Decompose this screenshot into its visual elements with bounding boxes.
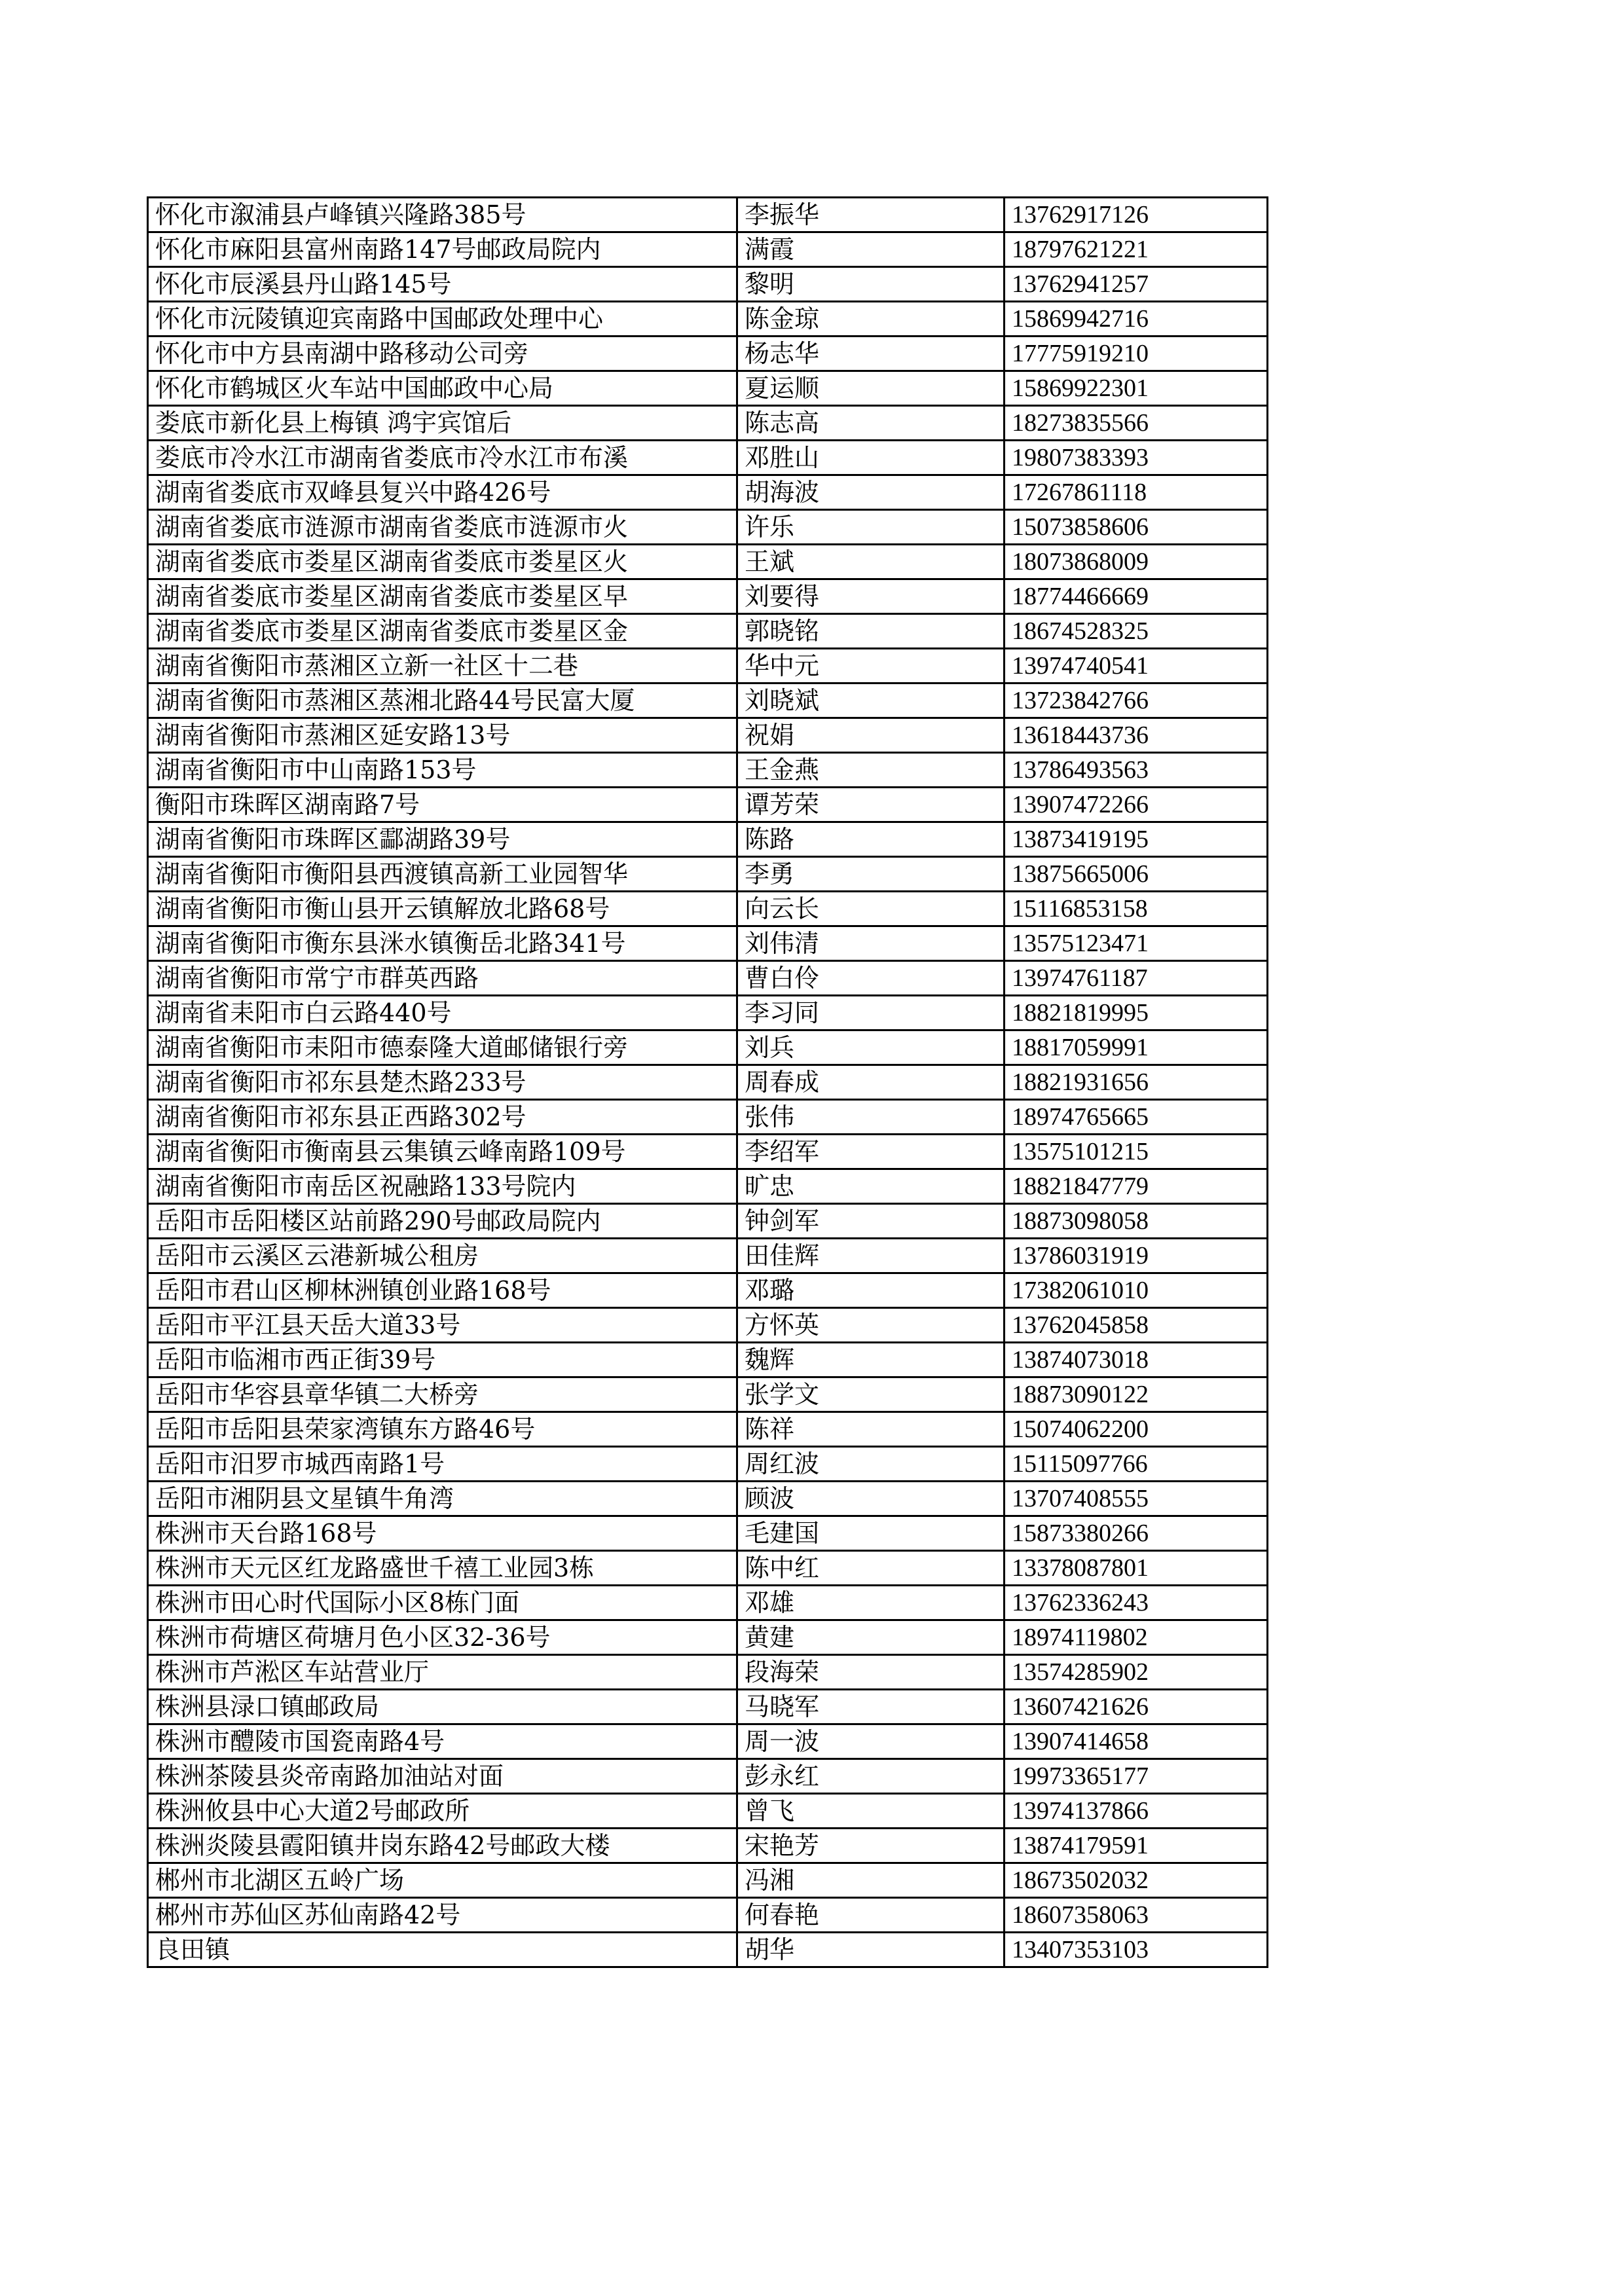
address-cell[interactable]: 湖南省娄底市涟源市湖南省娄底市涟源市火 [148,510,737,545]
phone-cell[interactable]: 18797621221 [1005,232,1268,267]
address-cell[interactable]: 怀化市辰溪县丹山路145号 [148,267,737,302]
address-cell[interactable]: 湖南省娄底市娄星区湖南省娄底市娄星区火 [148,545,737,579]
name-cell[interactable]: 曾飞 [737,1794,1005,1829]
address-cell[interactable]: 湖南省衡阳市蒸湘区立新一社区十二巷 [148,649,737,683]
phone-cell[interactable]: 18607358063 [1005,1898,1268,1933]
address-cell[interactable]: 株洲市天台路168号 [148,1516,737,1551]
phone-cell[interactable]: 18873090122 [1005,1377,1268,1412]
address-cell[interactable]: 怀化市麻阳县富州南路147号邮政局院内 [148,232,737,267]
table-row [148,1447,1268,1482]
phone-cell[interactable]: 18821819995 [1005,996,1268,1030]
address-cell[interactable]: 湖南省衡阳市蒸湘区蒸湘北路44号民富大厦 [148,683,737,718]
phone-cell[interactable]: 15116853158 [1005,892,1268,926]
phone-cell[interactable]: 13974740541 [1005,649,1268,683]
name-cell[interactable]: 方怀英 [737,1308,1005,1343]
name-cell[interactable]: 马晓军 [737,1690,1005,1724]
table-row [148,649,1268,683]
table-row [148,683,1268,718]
name-cell[interactable]: 彭永红 [737,1759,1005,1794]
address-cell[interactable]: 岳阳市云溪区云港新城公租房 [148,1239,737,1273]
name-cell[interactable]: 刘兵 [737,1030,1005,1065]
address-cell[interactable]: 怀化市中方县南湖中路移动公司旁 [148,337,737,371]
phone-cell[interactable]: 13575123471 [1005,926,1268,961]
table-row [148,1377,1268,1412]
address-cell[interactable]: 湖南省娄底市双峰县复兴中路426号 [148,475,737,510]
phone-cell[interactable]: 15869942716 [1005,302,1268,337]
name-cell[interactable]: 谭芳荣 [737,788,1005,822]
name-cell[interactable]: 顾波 [737,1482,1005,1516]
table-row [148,926,1268,961]
phone-cell[interactable]: 13723842766 [1005,683,1268,718]
address-cell[interactable]: 郴州市北湖区五岭广场 [148,1863,737,1898]
address-cell[interactable]: 怀化市溆浦县卢峰镇兴隆路385号 [148,198,737,232]
name-cell[interactable]: 毛建国 [737,1516,1005,1551]
address-cell[interactable]: 娄底市冷水江市湖南省娄底市冷水江市布溪 [148,441,737,475]
table-row [148,337,1268,371]
phone-cell[interactable]: 13907472266 [1005,788,1268,822]
table-row [148,1204,1268,1239]
table-row [148,510,1268,545]
table-row [148,1135,1268,1169]
name-cell[interactable]: 王斌 [737,545,1005,579]
name-cell[interactable]: 周一波 [737,1724,1005,1759]
address-cell[interactable]: 湖南省衡阳市中山南路153号 [148,753,737,788]
phone-cell[interactable]: 13974137866 [1005,1794,1268,1829]
phone-cell[interactable]: 17775919210 [1005,337,1268,371]
name-cell[interactable]: 黄建 [737,1620,1005,1655]
address-cell[interactable]: 株洲市田心时代国际小区8栋门面 [148,1586,737,1620]
phone-cell[interactable]: 15869922301 [1005,371,1268,406]
phone-cell[interactable]: 13574285902 [1005,1655,1268,1690]
table-row [148,1030,1268,1065]
table-row [148,1898,1268,1933]
address-cell[interactable]: 湖南省衡阳市祁东县正西路302号 [148,1100,737,1135]
name-cell[interactable]: 李习同 [737,996,1005,1030]
table-row [148,475,1268,510]
table-row [148,1065,1268,1100]
address-cell[interactable]: 湖南省耒阳市白云路440号 [148,996,737,1030]
table-row [148,267,1268,302]
address-cell[interactable]: 岳阳市汨罗市城西南路1号 [148,1447,737,1482]
table-row [148,718,1268,753]
phone-cell[interactable]: 17382061010 [1005,1273,1268,1308]
address-cell[interactable]: 良田镇 [148,1933,737,1967]
name-cell[interactable]: 冯湘 [737,1863,1005,1898]
phone-cell[interactable]: 15073858606 [1005,510,1268,545]
phone-cell[interactable]: 18073868009 [1005,545,1268,579]
name-cell[interactable]: 满霞 [737,232,1005,267]
address-cell[interactable]: 湖南省衡阳市衡山县开云镇解放北路68号 [148,892,737,926]
table-row [148,1239,1268,1273]
phone-cell[interactable]: 18974119802 [1005,1620,1268,1655]
name-cell[interactable]: 胡海波 [737,475,1005,510]
name-cell[interactable]: 邓胜山 [737,441,1005,475]
contact-table [147,196,1268,1968]
address-cell[interactable]: 株洲市芦淞区车站营业厅 [148,1655,737,1690]
phone-cell[interactable]: 15074062200 [1005,1412,1268,1447]
phone-cell[interactable]: 13875665006 [1005,857,1268,892]
table-row [148,892,1268,926]
phone-cell[interactable]: 13907414658 [1005,1724,1268,1759]
table-row [148,1586,1268,1620]
table-row [148,753,1268,788]
address-cell[interactable]: 衡阳市珠晖区湖南路7号 [148,788,737,822]
table-row [148,1482,1268,1516]
table-row [148,1308,1268,1343]
phone-cell[interactable]: 15873380266 [1005,1516,1268,1551]
address-cell[interactable]: 岳阳市岳阳县荣家湾镇东方路46号 [148,1412,737,1447]
name-cell[interactable]: 周春成 [737,1065,1005,1100]
table-row [148,406,1268,441]
phone-cell[interactable]: 13873419195 [1005,822,1268,857]
phone-cell[interactable]: 18673502032 [1005,1863,1268,1898]
name-cell[interactable]: 何春艳 [737,1898,1005,1933]
table-row [148,614,1268,649]
phone-cell[interactable]: 13575101215 [1005,1135,1268,1169]
address-cell[interactable]: 湖南省娄底市娄星区湖南省娄底市娄星区金 [148,614,737,649]
table-row [148,1794,1268,1829]
name-cell[interactable]: 向云长 [737,892,1005,926]
phone-cell[interactable]: 19807383393 [1005,441,1268,475]
address-cell[interactable]: 湖南省衡阳市衡阳县西渡镇高新工业园智华 [148,857,737,892]
name-cell[interactable]: 夏运顺 [737,371,1005,406]
table-row [148,822,1268,857]
phone-cell[interactable]: 15115097766 [1005,1447,1268,1482]
name-cell[interactable]: 田佳辉 [737,1239,1005,1273]
address-cell[interactable]: 岳阳市君山区柳林洲镇创业路168号 [148,1273,737,1308]
address-cell[interactable]: 湖南省衡阳市衡南县云集镇云峰南路109号 [148,1135,737,1169]
table-row [148,198,1268,232]
address-cell[interactable]: 湖南省衡阳市耒阳市德泰隆大道邮储银行旁 [148,1030,737,1065]
address-cell[interactable]: 株洲市荷塘区荷塘月色小区32-36号 [148,1620,737,1655]
phone-cell[interactable]: 13407353103 [1005,1933,1268,1967]
phone-cell[interactable]: 13874073018 [1005,1343,1268,1377]
address-cell[interactable]: 株洲市天元区红龙路盛世千禧工业园3栋 [148,1551,737,1586]
table-row [148,1690,1268,1724]
address-cell[interactable]: 湖南省衡阳市祁东县楚杰路233号 [148,1065,737,1100]
table-row [148,1412,1268,1447]
table-row [148,441,1268,475]
name-cell[interactable]: 钟剑军 [737,1204,1005,1239]
name-cell[interactable]: 邓璐 [737,1273,1005,1308]
table-row [148,1829,1268,1863]
name-cell[interactable]: 段海荣 [737,1655,1005,1690]
table-body [148,198,1268,1967]
phone-cell[interactable]: 18821847779 [1005,1169,1268,1204]
name-cell[interactable]: 魏辉 [737,1343,1005,1377]
table-row [148,302,1268,337]
phone-cell[interactable]: 18674528325 [1005,614,1268,649]
address-cell[interactable]: 湖南省衡阳市蒸湘区延安路13号 [148,718,737,753]
name-cell[interactable]: 宋艳芳 [737,1829,1005,1863]
name-cell[interactable]: 刘晓斌 [737,683,1005,718]
table-row [148,579,1268,614]
phone-cell[interactable]: 13974761187 [1005,961,1268,996]
table-row [148,857,1268,892]
phone-cell[interactable]: 13618443736 [1005,718,1268,753]
table-row [148,1100,1268,1135]
address-cell[interactable]: 株洲县渌口镇邮政局 [148,1690,737,1724]
phone-cell[interactable]: 19973365177 [1005,1759,1268,1794]
table-row [148,1343,1268,1377]
table-row [148,788,1268,822]
name-cell[interactable]: 李绍军 [737,1135,1005,1169]
table-row [148,232,1268,267]
address-cell[interactable]: 怀化市鹤城区火车站中国邮政中心局 [148,371,737,406]
name-cell[interactable]: 郭晓铭 [737,614,1005,649]
name-cell[interactable]: 陈金琼 [737,302,1005,337]
phone-cell[interactable]: 18821931656 [1005,1065,1268,1100]
phone-cell[interactable]: 13707408555 [1005,1482,1268,1516]
address-cell[interactable]: 湖南省衡阳市南岳区祝融路133号院内 [148,1169,737,1204]
phone-cell[interactable]: 13378087801 [1005,1551,1268,1586]
address-cell[interactable]: 娄底市新化县上梅镇 鸿宇宾馆后 [148,406,737,441]
address-cell[interactable]: 湖南省衡阳市常宁市群英西路 [148,961,737,996]
address-cell[interactable]: 岳阳市湘阴县文星镇牛角湾 [148,1482,737,1516]
phone-cell[interactable]: 13874179591 [1005,1829,1268,1863]
name-cell[interactable]: 王金燕 [737,753,1005,788]
address-cell[interactable]: 株洲茶陵县炎帝南路加油站对面 [148,1759,737,1794]
phone-cell[interactable]: 18817059991 [1005,1030,1268,1065]
table-row [148,1620,1268,1655]
address-cell[interactable]: 岳阳市岳阳楼区站前路290号邮政局院内 [148,1204,737,1239]
address-cell[interactable]: 株洲炎陵县霞阳镇井岗东路42号邮政大楼 [148,1829,737,1863]
name-cell[interactable]: 曹白伶 [737,961,1005,996]
phone-cell[interactable]: 13762917126 [1005,198,1268,232]
name-cell[interactable]: 刘要得 [737,579,1005,614]
phone-cell[interactable]: 13786493563 [1005,753,1268,788]
table-row [148,1724,1268,1759]
address-cell[interactable]: 郴州市苏仙区苏仙南路42号 [148,1898,737,1933]
name-cell[interactable]: 陈路 [737,822,1005,857]
address-cell[interactable]: 株洲攸县中心大道2号邮政所 [148,1794,737,1829]
table-row [148,1933,1268,1967]
phone-cell[interactable]: 13762941257 [1005,267,1268,302]
table-row [148,961,1268,996]
name-cell[interactable]: 陈中红 [737,1551,1005,1586]
name-cell[interactable]: 陈志高 [737,406,1005,441]
table-row [148,1516,1268,1551]
name-cell[interactable]: 张伟 [737,1100,1005,1135]
name-cell[interactable]: 张学文 [737,1377,1005,1412]
phone-cell[interactable]: 13762045858 [1005,1308,1268,1343]
name-cell[interactable]: 李振华 [737,198,1005,232]
phone-cell[interactable]: 17267861118 [1005,475,1268,510]
phone-cell[interactable]: 13786031919 [1005,1239,1268,1273]
name-cell[interactable]: 陈祥 [737,1412,1005,1447]
address-cell[interactable]: 湖南省衡阳市衡东县洣水镇衡岳北路341号 [148,926,737,961]
name-cell[interactable]: 许乐 [737,510,1005,545]
table-row [148,1273,1268,1308]
phone-cell[interactable]: 18974765665 [1005,1100,1268,1135]
address-cell[interactable]: 岳阳市平江县天岳大道33号 [148,1308,737,1343]
phone-cell[interactable]: 13762336243 [1005,1586,1268,1620]
table-row [148,545,1268,579]
address-cell[interactable]: 怀化市沅陵镇迎宾南路中国邮政处理中心 [148,302,737,337]
table-row [148,1655,1268,1690]
address-cell[interactable]: 岳阳市临湘市西正街39号 [148,1343,737,1377]
address-cell[interactable]: 湖南省娄底市娄星区湖南省娄底市娄星区早 [148,579,737,614]
name-cell[interactable]: 旷忠 [737,1169,1005,1204]
name-cell[interactable]: 祝娟 [737,718,1005,753]
name-cell[interactable]: 李勇 [737,857,1005,892]
address-cell[interactable]: 湖南省衡阳市珠晖区酃湖路39号 [148,822,737,857]
phone-cell[interactable]: 18273835566 [1005,406,1268,441]
table-row [148,1863,1268,1898]
name-cell[interactable]: 黎明 [737,267,1005,302]
name-cell[interactable]: 杨志华 [737,337,1005,371]
name-cell[interactable]: 刘伟清 [737,926,1005,961]
table-row [148,1759,1268,1794]
table-row [148,1551,1268,1586]
table-row [148,1169,1268,1204]
table-row [148,371,1268,406]
name-cell[interactable]: 胡华 [737,1933,1005,1967]
name-cell[interactable]: 华中元 [737,649,1005,683]
phone-cell[interactable]: 13607421626 [1005,1690,1268,1724]
address-cell[interactable]: 株洲市醴陵市国瓷南路4号 [148,1724,737,1759]
table-row [148,996,1268,1030]
phone-cell[interactable]: 18774466669 [1005,579,1268,614]
address-cell[interactable]: 岳阳市华容县章华镇二大桥旁 [148,1377,737,1412]
name-cell[interactable]: 周红波 [737,1447,1005,1482]
name-cell[interactable]: 邓雄 [737,1586,1005,1620]
phone-cell[interactable]: 18873098058 [1005,1204,1268,1239]
